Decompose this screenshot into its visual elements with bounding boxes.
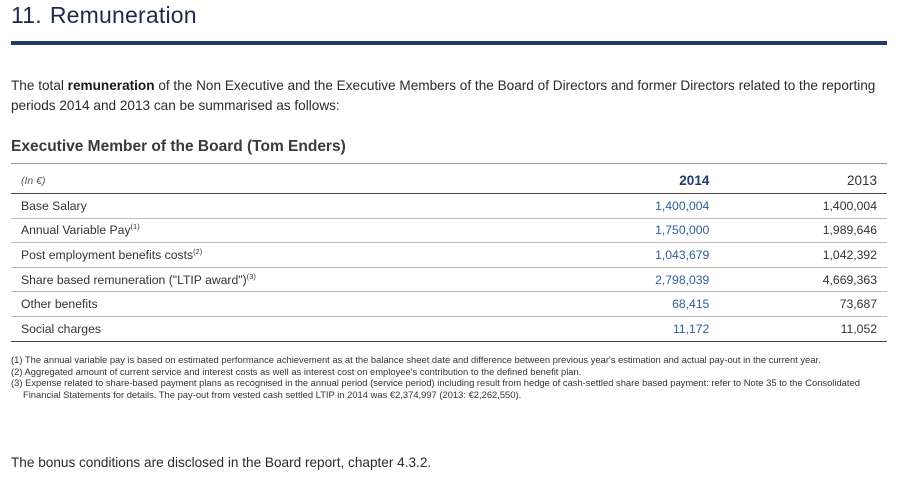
col-2013-header: 2013	[709, 168, 887, 194]
footnote-item: (1) The annual variable pay is based on estimated performance achievement as at the balance sheet date and difference between previous year's estimation and actual pay-out in the current year.	[11, 354, 821, 365]
value-2014: 1,400,004	[548, 194, 710, 219]
footnote-item: (2) Aggregated amount of current service and interest costs as well as interest cost on employee's contribution to the defined benefit plan.	[11, 365, 582, 377]
closing-paragraph: The bonus conditions are disclosed in the Board report, chapter 4.3.2.	[11, 455, 432, 470]
intro-text-after: of the Non Executive and the Executive Members of the Board of Directors and former Directors related to the reporting periods 2014 and 2013 can be summarised as follows:	[11, 78, 876, 113]
row-label	[11, 218, 548, 243]
section-number: 11.	[11, 2, 42, 28]
unit-header: (In €)	[11, 168, 548, 194]
title-divider	[11, 41, 887, 45]
value-2014: 2,798,039	[548, 267, 710, 292]
section-heading	[11, 2, 197, 29]
footnote-marker: (1)	[130, 222, 140, 232]
intro-bold-term: remuneration	[67, 78, 155, 93]
section-title: Remuneration	[49, 2, 197, 28]
value-2013: 1,989,646	[709, 218, 887, 243]
table-header-row	[11, 168, 887, 194]
row-label	[11, 267, 548, 292]
remuneration-table	[11, 168, 887, 342]
footnote-item: (3) Expense related to share-based payment plans as recognised in the annual period (service period) including result from hedge of cash-settled share based payment: refer to Note 35 to the Consolidated Financial Statements for details. The pay-out from vested cash settled LTIP in 2014 was €2,374,997 (2013: €2,262,550).	[11, 377, 860, 400]
table-row	[11, 267, 887, 292]
intro-text-before: The total	[11, 78, 68, 93]
row-label-text: Annual Variable Pay	[21, 223, 131, 238]
row-label-text: Other benefits	[21, 297, 98, 312]
row-label	[11, 316, 548, 341]
col-2014-header: 2014	[548, 168, 710, 194]
value-2014: 11,172	[548, 316, 710, 341]
row-label-text: Social charges	[21, 321, 101, 336]
footnote-marker: (3)	[246, 271, 256, 281]
row-label-text: Post employment benefits costs	[21, 247, 194, 262]
row-label-text: Share based remuneration ("LTIP award")	[21, 272, 247, 287]
row-label	[11, 243, 548, 268]
value-2013: 11,052	[709, 316, 887, 341]
table-row	[11, 243, 887, 268]
row-label	[11, 292, 548, 317]
value-2014: 68,415	[548, 292, 710, 317]
value-2014: 1,750,000	[548, 218, 710, 243]
table-row	[11, 292, 887, 317]
value-2013: 4,669,363	[709, 267, 887, 292]
footnotes	[11, 354, 891, 400]
table-row	[11, 316, 887, 341]
table-row	[11, 218, 887, 243]
intro-paragraph	[11, 76, 891, 116]
table-row	[11, 194, 887, 219]
value-2013: 1,400,004	[709, 194, 887, 219]
row-label	[11, 194, 548, 219]
subtitle-divider	[11, 163, 887, 164]
table-subtitle: Executive Member of the Board (Tom Enders)	[11, 138, 346, 155]
value-2013: 1,042,392	[709, 243, 887, 268]
value-2014: 1,043,679	[548, 243, 710, 268]
footnote-marker: (2)	[193, 246, 203, 256]
value-2013: 73,687	[709, 292, 887, 317]
row-label-text: Base Salary	[21, 198, 87, 213]
